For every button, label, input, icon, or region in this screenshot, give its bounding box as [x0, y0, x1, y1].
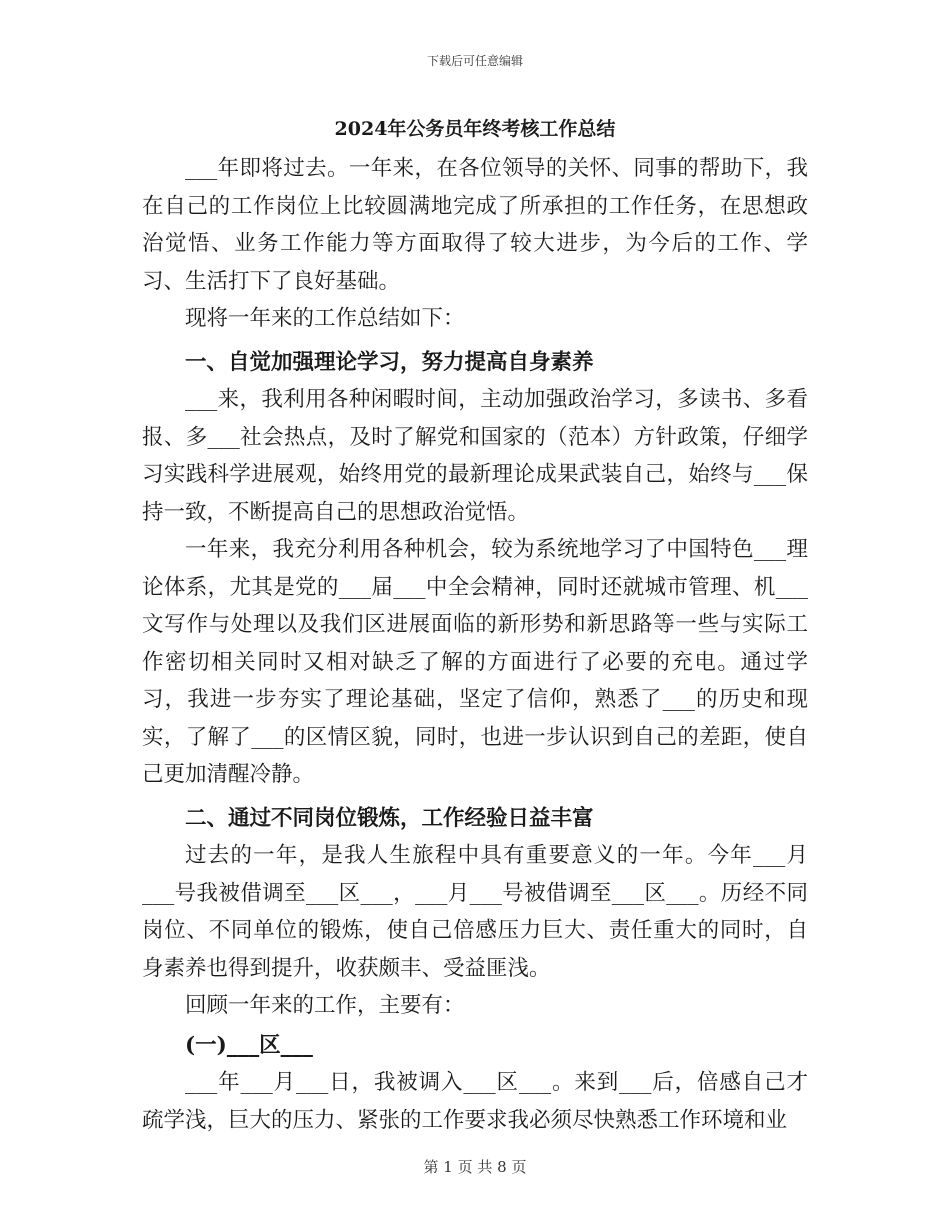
- section-heading-2: 二、通过不同岗位锻炼，工作经验日益丰富: [185, 805, 594, 831]
- document-body: [142, 150, 808, 1139]
- subsection-heading-1: (一)___区___: [185, 1032, 313, 1058]
- paragraph-experience: 过去的一年，是我人生旅程中具有重要意义的一年。今年___月___号我被借调至___区___，___月___号被借调至___区___。历经不同岗位、不同单位的锻炼，使自己倍感压力巨大、责任重大的同时，自身素养也得到提升，收获颇丰、受益匪浅。: [142, 843, 808, 981]
- paragraph-transfer: ___年___月___日，我被调入___区___。来到___后，倍感自己才疏学浅，巨大的压力、紧张的工作要求我必须尽快熟悉工作环境和业: [142, 1070, 808, 1133]
- page-number: 第 1 页 共 8 页: [423, 1158, 527, 1176]
- paragraph-theory: 一年来，我充分利用各种机会，较为系统地学习了中国特色___理论体系，尤其是党的___届___中全会精神，同时还就城市管理、机___文写作与处理以及我们区进展面临的新形势和新思路等一些与实际工作密切相关同时又相对缺乏了解的方面进行了必要的充电。通过学习，我进一步夯实了理论基础，坚定了信仰，熟悉了___的历史和现实，了解了___的区情区貌，同时，也进一步认识到自己的差距，使自己更加清醒冷静。: [142, 537, 808, 787]
- paragraph-review-lead: 回顾一年来的工作，主要有：: [185, 993, 465, 1018]
- paragraph-intro: ___年即将过去。一年来，在各位领导的关怀、同事的帮助下，我在自己的工作岗位上比较圆满地完成了所承担的工作任务，在思想政治觉悟、业务工作能力等方面取得了较大进步，为今后的工作、学习、生活打下了良好基础。: [142, 156, 808, 294]
- section-heading-1: 一、自觉加强理论学习，努力提高自身素养: [185, 349, 594, 375]
- paragraph-study: ___来，我利用各种闲暇时间，主动加强政治学习，多读书、多看报、多___社会热点，及时了解党和国家的（范本）方针政策，仔细学习实践科学进展观，始终用党的最新理论成果武装自己，始终与___保持一致，不断提高自己的思想政治觉悟。: [142, 387, 808, 525]
- page-header-note: 下载后可任意编辑: [426, 54, 523, 68]
- document-title: 2024年公务员年终考核工作总结: [334, 118, 616, 140]
- paragraph-summary-lead: 现将一年来的工作总结如下：: [185, 306, 465, 331]
